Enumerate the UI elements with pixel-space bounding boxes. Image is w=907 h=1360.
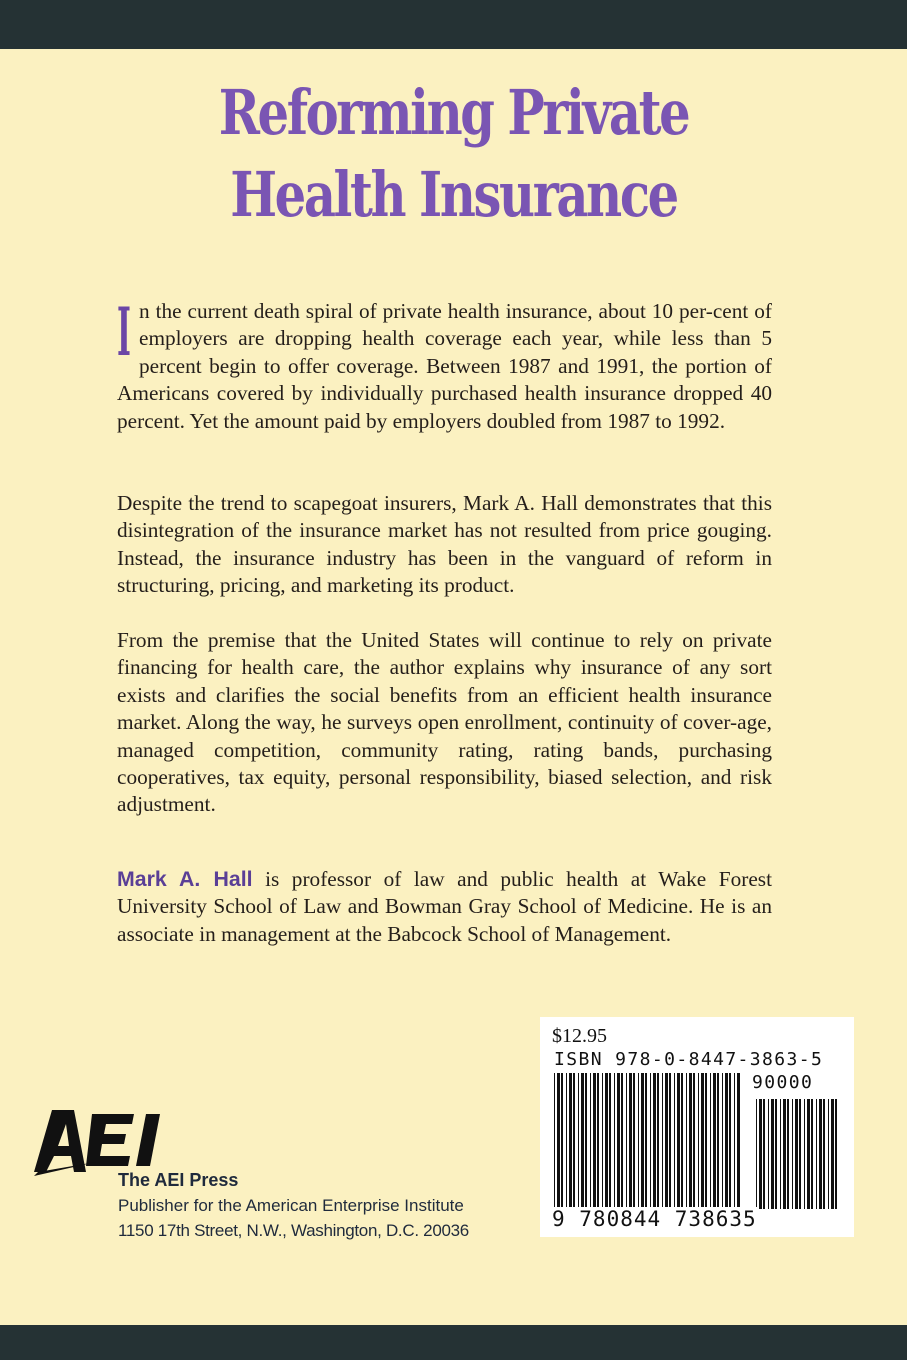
addon-bar: [759, 1099, 762, 1209]
barcode-bar: [729, 1073, 731, 1209]
barcode-bar: [686, 1073, 687, 1209]
barcode-bar: [710, 1073, 711, 1209]
barcode-bar: [626, 1073, 627, 1209]
addon-bar: [799, 1099, 801, 1209]
barcode-bar: [677, 1073, 680, 1209]
barcode-bar: [557, 1073, 560, 1209]
barcode-bar: [650, 1073, 651, 1209]
barcode-bar: [561, 1073, 563, 1209]
ean-number: 9 780844 738635: [552, 1207, 757, 1231]
barcode-box: [540, 1017, 854, 1237]
paragraph-1: [117, 293, 772, 435]
author-bio: [117, 866, 772, 948]
barcode-bar: [573, 1073, 575, 1209]
barcode-bar: [705, 1073, 707, 1209]
barcode-bar: [657, 1073, 659, 1209]
barcode-bar: [629, 1073, 632, 1209]
barcode-bar: [722, 1073, 723, 1209]
addon-bar: [835, 1099, 837, 1209]
publisher-address: 1150 17th Street, N.W., Washington, D.C. 20036: [118, 1221, 469, 1240]
addon-bar: [783, 1099, 786, 1209]
bottom-dark-band: [0, 1325, 907, 1360]
addon-bar: [775, 1099, 777, 1209]
barcode-bar: [701, 1073, 704, 1209]
addon-bar: [823, 1099, 825, 1209]
addon-bar: [780, 1099, 781, 1209]
price-addon-code: 90000: [752, 1072, 814, 1093]
barcode-bar: [681, 1073, 683, 1209]
logo-letter-i: [136, 1114, 160, 1166]
addon-bar: [819, 1099, 822, 1209]
barcode-bar: [593, 1073, 596, 1209]
addon-bar: [804, 1099, 805, 1209]
addon-bar: [792, 1099, 793, 1209]
barcode-bar: [581, 1073, 584, 1209]
barcode-bar: [585, 1073, 587, 1209]
author-bio-text: is professor of law and public health at Wake Forest University School of Law and Bowman Gray School of Medicine. He is an associate in management at the Babcock School of Management.: [117, 867, 772, 946]
barcode-bar: [665, 1073, 668, 1209]
author-name: Mark A. Hall: [117, 867, 253, 891]
barcode-bar: [633, 1073, 635, 1209]
paragraph-1-text: n the current death spiral of private health insurance, about 10 per-cent of employers are dropping health coverage each year, while less than 5 percent begin to offer coverage. Between 1987 and 1991, the portion of Americans covered by individually purchased health insurance dropped 40 percent. Yet the amount paid by employers doubled from 1987 to 1992.: [117, 299, 772, 433]
barcode-bar: [602, 1073, 603, 1209]
logo-letter-a: [34, 1110, 86, 1172]
barcode-bar: [554, 1073, 555, 1209]
barcode-bar: [609, 1073, 611, 1209]
publisher-name: The AEI Press: [118, 1170, 239, 1190]
barcode-bar: [590, 1073, 591, 1209]
title-line-1: Reforming Private: [218, 76, 689, 149]
barcode-bar: [669, 1073, 671, 1209]
barcode-bar: [674, 1073, 675, 1209]
barcode-bar: [641, 1073, 644, 1209]
book-title: [91, 72, 817, 236]
addon-bar: [763, 1099, 765, 1209]
barcode-bar: [698, 1073, 699, 1209]
paragraph-3: From the premise that the United States will continue to rely on private financing for health care, the author explains why insurance of any sort exists and clarifies the social benefits from an efficient health insurance market. Along the way, he surveys open enrollment, continuity of cover-age, managed competition, community rating, rating bands, purchasing cooperatives, tax equity, personal responsibility, biased selection, and risk adjustment.: [117, 628, 772, 817]
barcode-bar: [689, 1073, 692, 1209]
addon-bar: [795, 1099, 798, 1209]
barcode-bar: [569, 1073, 572, 1209]
addon-bar: [807, 1099, 810, 1209]
barcode-bar: [617, 1073, 620, 1209]
isbn-text: ISBN 978-0-8447-3863-5: [554, 1049, 824, 1070]
publisher-description: Publisher for the American Enterprise Institute: [118, 1196, 464, 1215]
barcode-bar: [566, 1073, 567, 1209]
barcode-bar: [597, 1073, 599, 1209]
addon-bar: [831, 1099, 834, 1209]
addon-bar: [811, 1099, 813, 1209]
addon-bar: [771, 1099, 774, 1209]
barcode-bar: [578, 1073, 579, 1209]
drop-cap: I: [117, 293, 131, 371]
barcode-bar: [737, 1073, 740, 1209]
top-dark-band: [0, 0, 907, 49]
barcode-bar: [645, 1073, 647, 1209]
barcode-bar: [621, 1073, 623, 1209]
barcode-bar: [638, 1073, 639, 1209]
addon-bar: [816, 1099, 817, 1209]
title-line-2: Health Insurance: [230, 158, 677, 231]
aei-logo: [34, 1106, 194, 1178]
addon-bar: [828, 1099, 829, 1209]
paragraph-2: Despite the trend to scapegoat insurers, Mark A. Hall demonstrates that this disintegration of the insurance market has not resulted from price gouging. Instead, the insurance industry has been in the vanguard of reform in structuring, pricing, and marketing its product.: [117, 491, 772, 598]
addon-bar: [756, 1099, 757, 1209]
barcode-bar: [734, 1073, 735, 1209]
addon-bar: [787, 1099, 789, 1209]
barcode-bar: [614, 1073, 615, 1209]
barcode-bar: [725, 1073, 728, 1209]
barcode-bar: [605, 1073, 608, 1209]
logo-letter-e: [86, 1114, 134, 1166]
addon-bar: [768, 1099, 769, 1209]
price: $12.95: [552, 1025, 607, 1047]
barcode-bar: [653, 1073, 656, 1209]
barcode-bar: [713, 1073, 716, 1209]
barcode-bar: [662, 1073, 663, 1209]
barcode-bar: [693, 1073, 695, 1209]
barcode-bar: [717, 1073, 719, 1209]
